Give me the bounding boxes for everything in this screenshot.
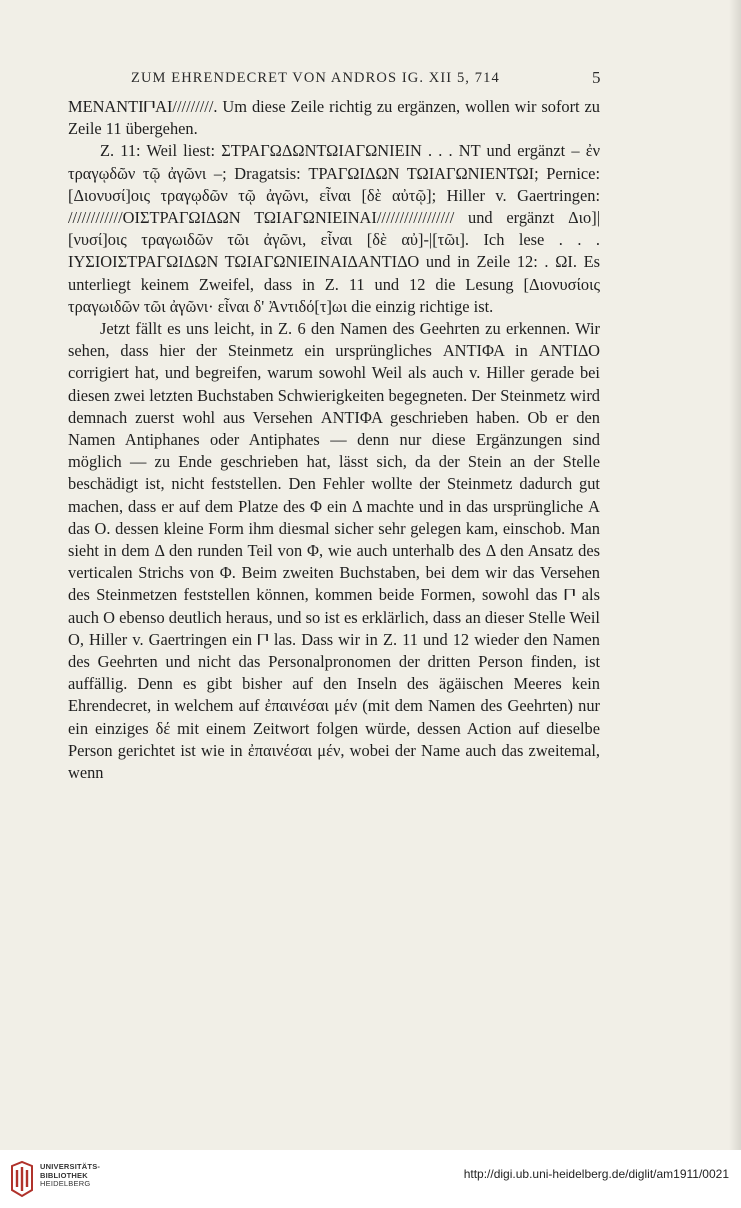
source-url-link[interactable]: http://digi.ub.uni-heidelberg.de/diglit/am1911/0021 [463,1167,729,1181]
library-name-line1: UNIVERSITÄTS- [40,1162,101,1171]
library-name-line2: BIBLIOTHEK [40,1170,88,1180]
footer-bar [0,1150,741,1208]
paragraph-continuation: MENANTI𐅃ΑΙ/////////. Um diese Zeile richtig zu ergänzen, wollen wir sofort zu Zeile 11 übergehen. [68,97,600,139]
paragraph-line-11: Z. 11: Weil liest: ΣΤΡΑΓΩΔΩΝΤΩΙΑΓΩΝΙΕΙΝ . . . ΝΤ und ergänzt – ἐν τραγῳδῶν τῷ ἀγῶνι –; Dragatsis: ΤΡΑΓΩΙΔΩΝ ΤΩΙΑΓΩΝΙΕΝΤΩΙ; Pernice: [Διονυσί]οις τραγῳδῶν τῷ ἀγῶνι, εἶναι [δὲ αὐτῷ]; Hiller v. Gaertringen: ////////////ΟΙΣΤΡΑΓΩΙΔΩΝ ΤΩΙΑΓΩΝΙΕΙΝΑΙ///////////////// und ergänzt Διο]|[νυσί]οις τραγωιδῶν τῶι ἀγῶνι, εἶναι [δὲ αὐ]-|[τῶι]. Ich lese . . . ΙΥΣΙΟΙΣΤΡΑΓΩΙΔΩΝ ΤΩΙΑΓΩΝΙΕΙΝΑΙΔΑΝΤΙΔΟ und in Zeile 12: . ΩΙ. Es unterliegt keinem Zweifel, dass in Z. 11 und 12 die Lesung [Διονυσίοις τραγωιδῶν τῶι ἀγῶνι· εἶναι δ' Ἀντιδό[τ]ωι die einzig richtige ist. [68,141,600,316]
page-edge-shadow [729,0,741,1150]
library-logo-icon [8,1160,36,1198]
running-title: ZUM EHRENDECRET VON ANDROS IG. XII 5, 714 [131,70,500,86]
paragraph-antidotos: Jetzt fällt es uns leicht, in Z. 6 den Namen des Geehrten zu erkennen. Wir sehen, dass hier der Steinmetz ein ursprüngliches ΑΝΤΙΦΑ in ΑΝΤΙΔΟ corrigiert hat, und begreifen, warum sowohl Weil als auch v. Hiller gerade bei diesen zwei letzten Buchstaben Schwierigkeiten begegneten. Der Steinmetz wird demnach zuerst wohl aus Versehen ΑΝΤΙΦΑ geschrieben haben. Ob er den Namen Antiphanes oder Antiphates — denn nur diese Ergänzungen sind möglich — zu Ende geschrieben hat, lässt sich, da der Stein an der Stelle beschädigt ist, nicht feststellen. Den Fehler wollte der Steinmetz dadurch gut machen, dass er auf dem Platze des Φ ein Δ machte und in das ursprüngliche Α das Ο. dessen kleine Form ihm diesmal sicher sehr gelegen kam, einschob. Man sieht in dem Δ den runden Teil von Φ, wie auch unterhalb des Δ den Ansatz des verticalen Strichs von Φ. Beim zweiten Buchstaben, bei dem wir das Versehen des Steinmetzen feststellen können, kommen beide Formen, sowohl das 𐅃 als auch Ο ebenso deutlich heraus, und so ist es erklärlich, dass an dieser Stelle Weil Ο, Hiller v. Gaertringen ein 𐅃 las. Dass wir in Z. 11 und 12 wieder den Namen des Geehrten und nicht das Personalpronomen der dritten Person finden, ist auffällig. Denn es gibt bisher auf den Inseln des ägäischen Meeres kein Ehrendecret, in welchem auf ἐπαινέσαι μέν (mit dem Namen des Geehrten) nur ein einziges δέ mit einem Zeitwort folgen würde, dessen Action auf dieselbe Person gerichtet ist wie in ἐπαινέσαι μέν, wobei der Name auch das zweitemal, wenn [68,319,600,783]
library-name-line3: HEIDELBERG [40,1179,91,1189]
page-number: 5 [592,68,601,87]
body-text [68,96,600,784]
library-name [40,1163,100,1189]
